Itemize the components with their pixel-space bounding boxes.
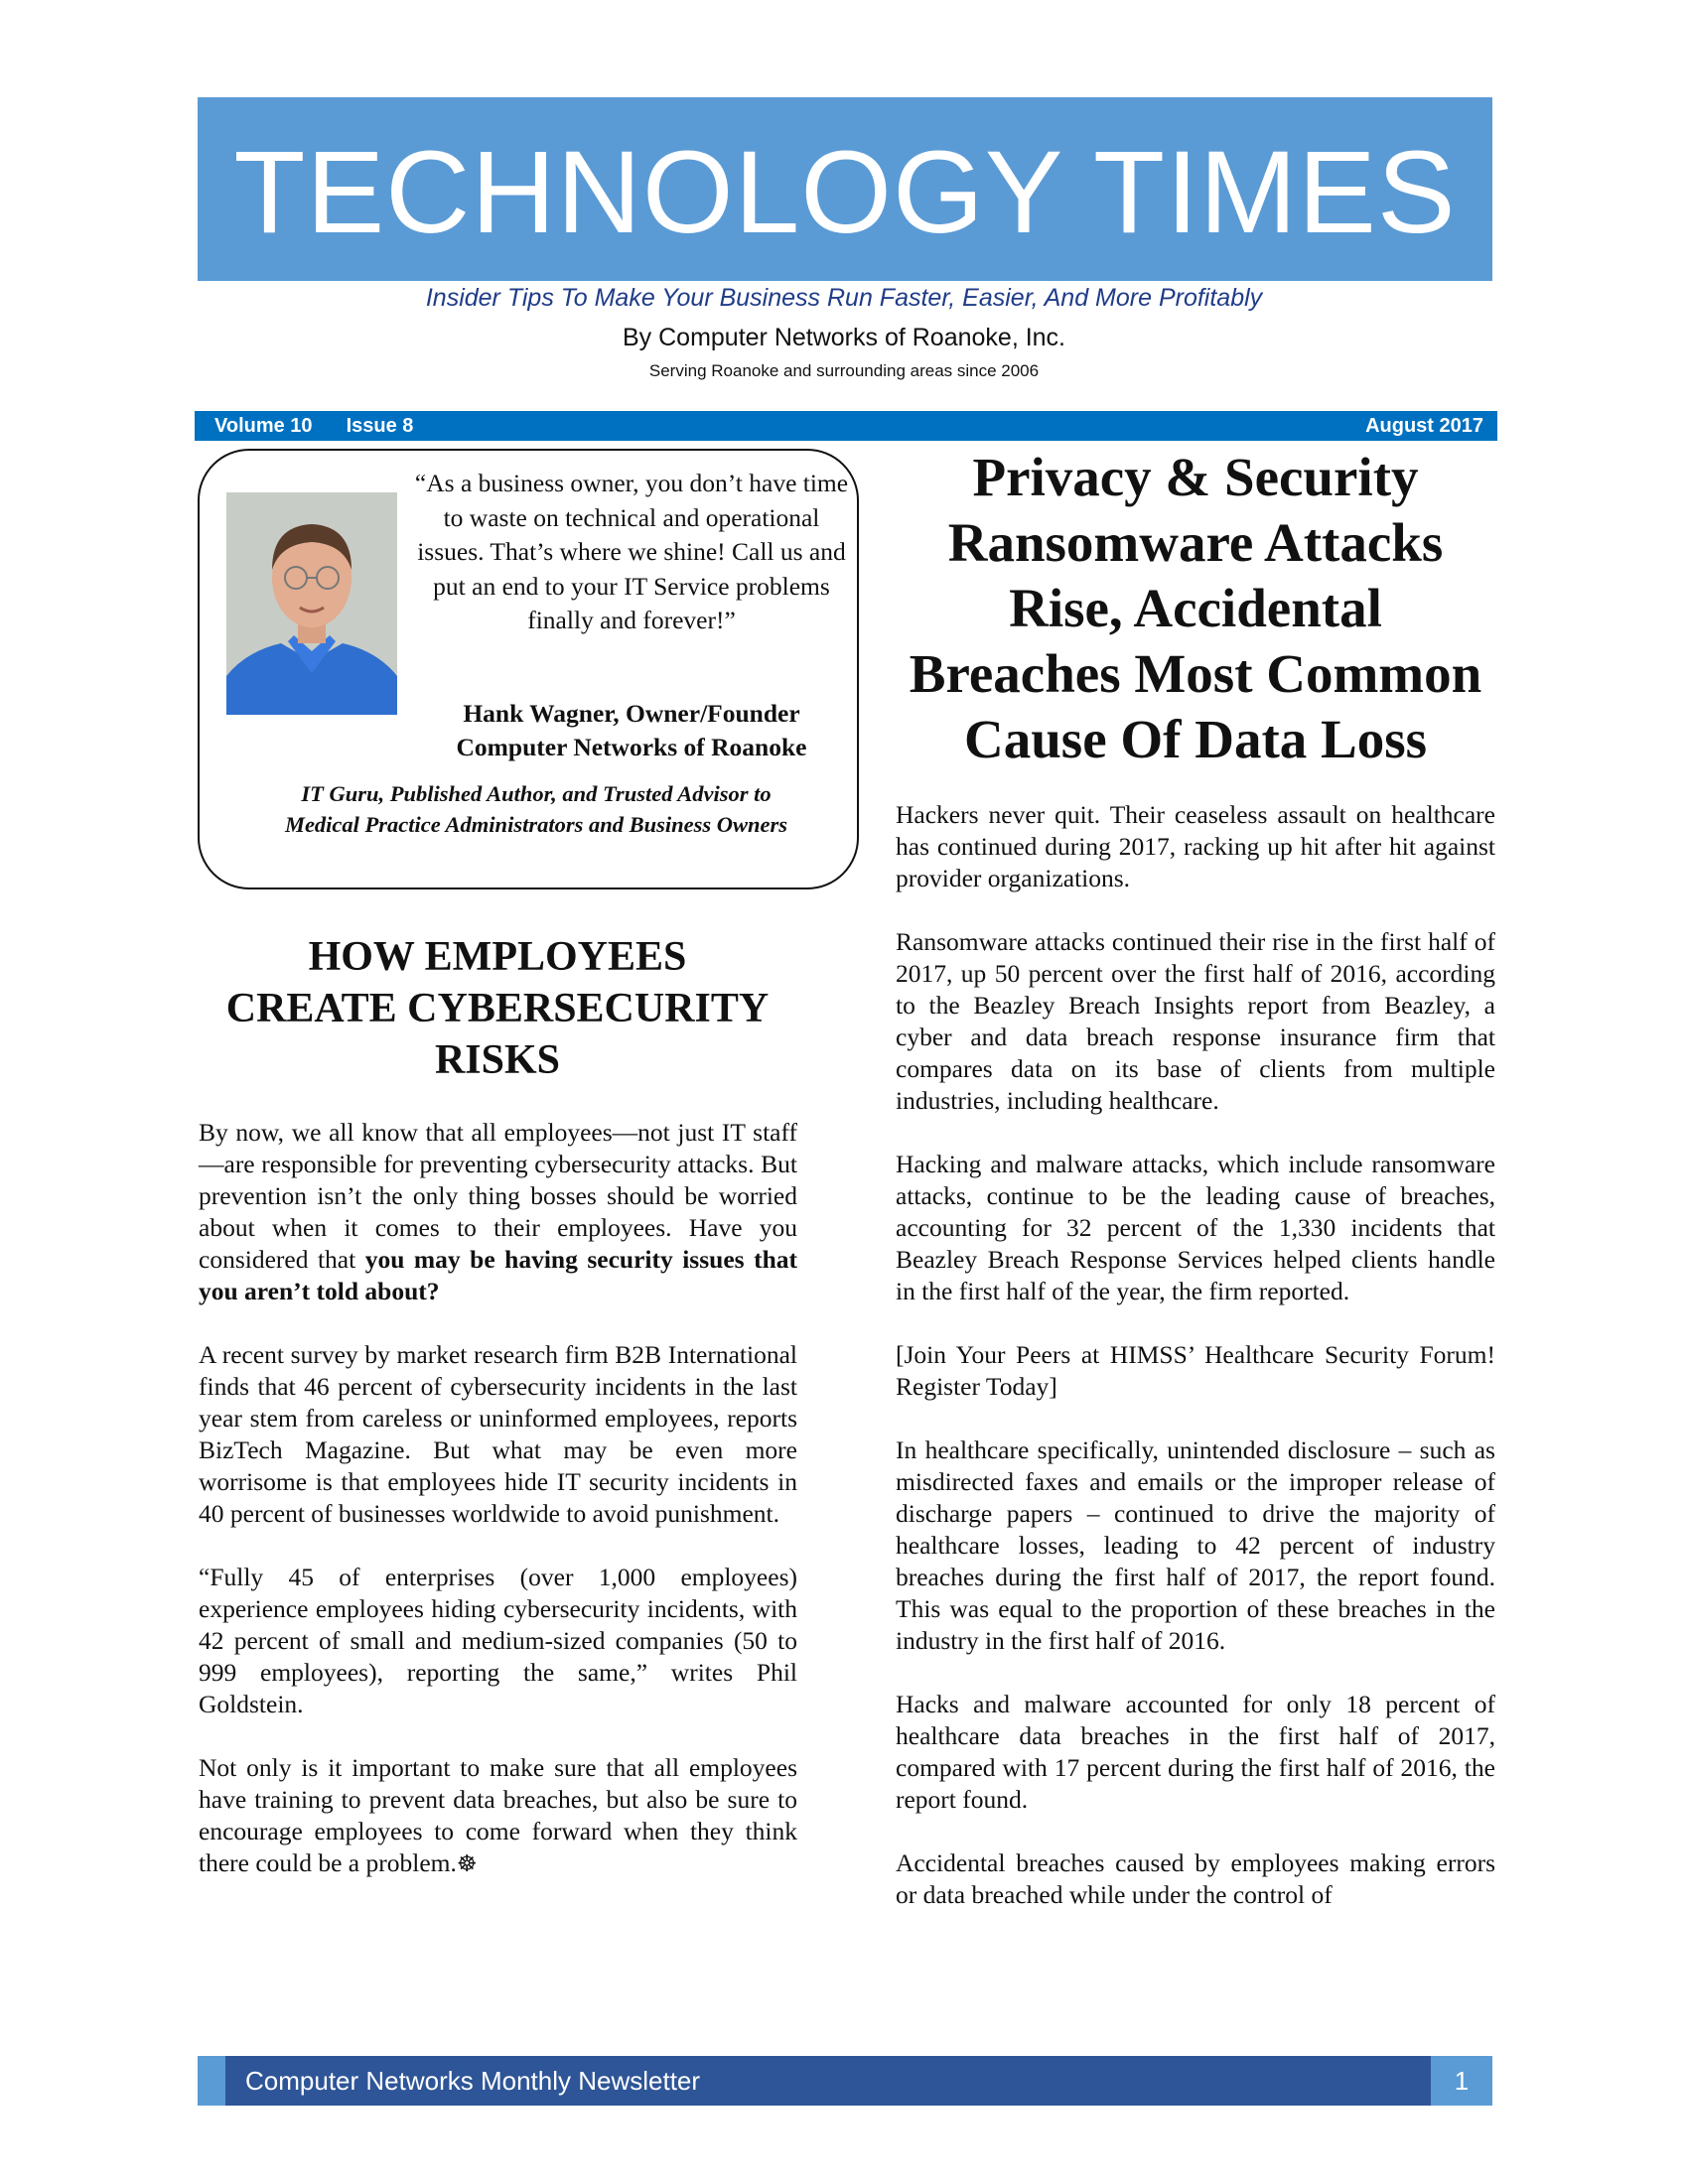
article-paragraph: “Fully 45 of enterprises (over 1,000 employees) experience employees hiding cybersecurity incidents, with 42 percent of small and medium-sized companies (50 to 999 employees), reporting the same,” writes Phil Goldstein. <box>199 1563 797 1718</box>
article-paragraph: Hackers never quit. Their ceaseless assault on healthcare has continued during 2017, racking up hit after hit against provider organizations. <box>896 800 1495 892</box>
left-article-body <box>199 1117 797 1912</box>
right-article-body <box>896 799 1495 1911</box>
article-paragraph: In healthcare specifically, unintended disclosure – such as misdirected faxes and emails or the improper release of discharge papers – continued to drive the majority of healthcare losses, leading to 42 percent of industry breaches during the first half of 2017, the report found. This was equal to the proportion of these breaches in the industry in the first half of 2016. <box>896 1435 1495 1655</box>
footer-accent <box>198 2056 225 2106</box>
right-headline-line: Ransomware Attacks <box>947 512 1444 573</box>
owner-photo <box>226 492 397 715</box>
left-headline-line: RISKS <box>434 1037 561 1083</box>
left-headline-line: CREATE CYBERSECURITY <box>225 986 770 1031</box>
end-of-article-icon: ☸ <box>456 1851 478 1876</box>
article-paragraph: Ransomware attacks continued their rise in the first half of 2017, up 50 percent over the first half of 2016, according to the Beazley Breach Insights report from Beazley, a cyber and data breach response insurance firm that compares data on its base of clients from multiple industries, including healthcare. <box>896 927 1495 1115</box>
newsletter-title: TECHNOLOGY TIMES <box>233 126 1457 258</box>
right-article-headline <box>894 445 1497 772</box>
right-headline-line: Rise, Accidental <box>1009 578 1382 638</box>
page-footer <box>198 2056 1492 2106</box>
right-headline-line: Privacy & Security <box>972 447 1419 507</box>
issue-date: August 2017 <box>1365 414 1483 437</box>
masthead-banner <box>198 97 1492 281</box>
left-article-headline <box>198 931 797 1086</box>
issue-bar <box>195 411 1497 441</box>
tagline: Insider Tips To Make Your Business Run Faster, Easier, And More Profitably <box>425 284 1263 312</box>
promo-link-text: [Join Your Peers at HIMSS’ Healthcare Security Forum! Register Today] <box>896 1340 1495 1401</box>
quote-signature <box>407 697 856 764</box>
paragraph-text: By now, we all know that all employees—not just IT staff—are responsible for preventing cybersecurity attacks. But prevention isn’t the only thing bosses should be worried about when it comes to their employees. Have you considered that <box>199 1118 797 1274</box>
article-paragraph <box>199 1752 797 1880</box>
right-headline-line: Breaches Most Common <box>909 643 1482 704</box>
portrait-image <box>226 492 397 715</box>
volume-label: Volume 10 <box>214 414 313 437</box>
article-paragraph: Hacking and malware attacks, which include ransomware attacks, continue to be the leading cause of breaches, accounting for 32 percent of the 1,330 incidents that Beazley Breach Response Services helped clients handle in the first half of the year, the firm reported. <box>896 1150 1495 1305</box>
article-paragraph <box>199 1117 797 1307</box>
paragraph-emphasis: you may be having security issues that you aren’t told about? <box>199 1245 797 1305</box>
article-paragraph: A recent survey by market research firm B2B International finds that 46 percent of cybersecurity incidents in the last year stem from careless or uninformed employees, reports BizTech Magazine. But what may be even more worrisome is that employees hide IT security incidents in 40 percent of businesses worldwide to avoid punishment. <box>199 1340 797 1528</box>
service-area-note: Serving Roanoke and surrounding areas since 2006 <box>648 361 1040 380</box>
owner-credentials: IT Guru, Published Author, and Trusted Advisor to Medical Practice Administrators and Business Owners <box>284 781 788 837</box>
paragraph-text: Not only is it important to make sure that all employees have training to prevent data breaches, but also be sure to encourage employees to come forward when they think there could be a problem. <box>199 1753 797 1877</box>
issue-label: Issue 8 <box>346 414 414 437</box>
owner-quote: “As a business owner, you don’t have time to waste on technical and operational issues. That’s where we shine! Call us and put an end to your IT Service problems finally and forever!” <box>414 469 849 634</box>
article-paragraph: Accidental breaches caused by employees making errors or data breached while under the control of <box>896 1848 1495 1909</box>
footer-title: Computer Networks Monthly Newsletter <box>245 2065 701 2096</box>
page-number: 1 <box>1431 2056 1492 2106</box>
left-headline-line: HOW EMPLOYEES <box>308 934 687 980</box>
quote-company: Computer Networks of Roanoke <box>456 733 807 761</box>
quote-author: Hank Wagner, Owner/Founder <box>463 699 800 728</box>
article-paragraph: Hacks and malware accounted for only 18 percent of healthcare data breaches in the first half of 2017, compared with 17 percent during the first half of 2016, the report found. <box>896 1690 1495 1814</box>
byline: By Computer Networks of Roanoke, Inc. <box>622 324 1066 351</box>
right-headline-line: Cause Of Data Loss <box>964 709 1427 769</box>
